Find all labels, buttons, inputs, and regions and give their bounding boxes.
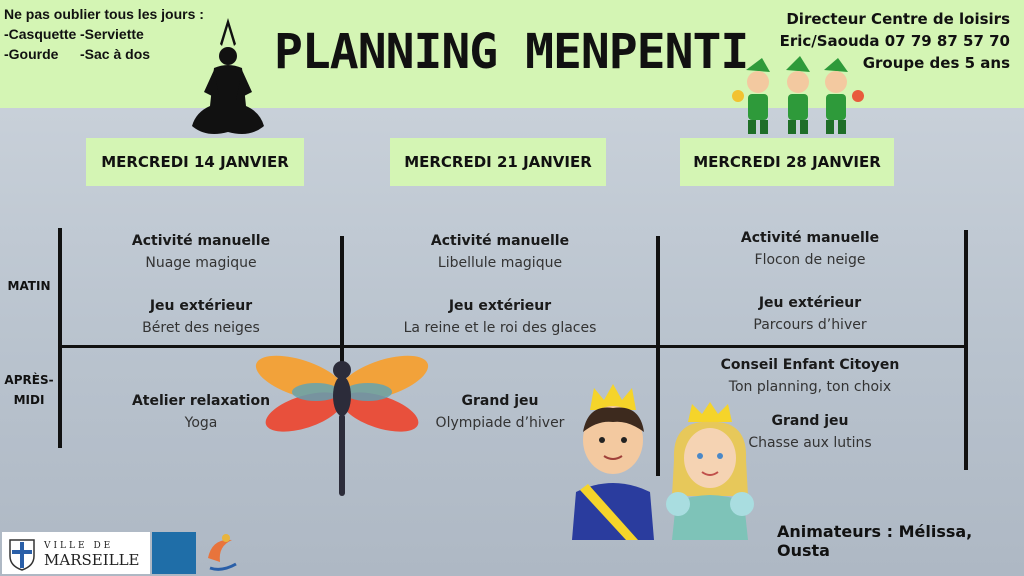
period-afternoon-line1: APRÈS- [4, 373, 54, 387]
activity-value: Chasse aux lutins [748, 435, 872, 451]
slot-day1-morning-2 [96, 295, 306, 339]
reminder-list [4, 4, 204, 64]
slot-day3-morning-1 [690, 227, 930, 271]
reminder-item: -Casquette [4, 26, 77, 42]
marseille-crest-icon [4, 534, 40, 572]
activity-value: Olympiade d’hiver [435, 415, 565, 431]
reminder-item: -Serviette [80, 26, 144, 42]
reminder-item: -Gourde [4, 46, 59, 62]
activity-title: Conseil Enfant Citoyen [720, 357, 900, 373]
activity-value: Nuage magique [145, 255, 257, 271]
logo-city-text: MARSEILLE [44, 551, 140, 569]
activity-value: Libellule magique [437, 255, 563, 271]
elves-illustration-icon [728, 56, 868, 138]
princess-illustration-icon [662, 400, 758, 540]
grid-line-right [964, 230, 968, 470]
caf-logo [152, 532, 196, 574]
activity-value: Yoga [184, 415, 218, 431]
activity-title: Activité manuelle [430, 233, 570, 249]
grid-line-horizontal [62, 345, 968, 348]
logo-ville-text: VILLE DE [44, 541, 114, 551]
slot-day2-afternoon-1 [420, 390, 580, 434]
activity-value: Béret des neiges [142, 320, 260, 336]
slot-day3-afternoon-1 [690, 354, 930, 398]
activity-title: Grand jeu [461, 393, 539, 409]
activity-title: Atelier relaxation [131, 393, 271, 409]
activity-title: Jeu extérieur [149, 298, 253, 314]
activity-title: Grand jeu [771, 413, 849, 429]
reminder-heading: Ne pas oublier tous les jours : [4, 6, 204, 22]
slot-day1-morning-1 [96, 230, 306, 274]
activity-value: Flocon de neige [754, 252, 866, 268]
reminder-item: -Sac à dos [80, 46, 151, 62]
activity-title: Activité manuelle [740, 230, 880, 246]
prince-illustration-icon [568, 380, 658, 540]
grid-line-left [58, 228, 62, 448]
activity-title: Activité manuelle [131, 233, 271, 249]
animators-label: Animateurs : Mélissa, Ousta [777, 522, 973, 560]
activity-value: Ton planning, ton choix [728, 379, 892, 395]
period-afternoon-line2: MIDI [13, 393, 45, 407]
slot-day2-morning-1 [380, 230, 620, 274]
centre-social-logo-icon [198, 528, 244, 574]
director-contact: Eric/Saouda 07 79 87 57 70 [779, 32, 1010, 50]
period-afternoon [2, 370, 56, 410]
group-label: Groupe des 5 ans [862, 54, 1010, 72]
page-title: PLANNING MENPENTI [274, 24, 749, 80]
yoga-figure-icon [190, 16, 266, 142]
date-header-3: MERCREDI 28 JANVIER [680, 138, 894, 186]
activity-value: Parcours d’hiver [753, 317, 867, 333]
activity-title: Jeu extérieur [448, 298, 552, 314]
date-header-1: MERCREDI 14 JANVIER [86, 138, 304, 186]
ville-de-marseille-logo [2, 532, 150, 574]
date-header-2: MERCREDI 21 JANVIER [390, 138, 606, 186]
dragonfly-illustration-icon [254, 350, 430, 500]
activity-value: La reine et le roi des glaces [403, 320, 597, 336]
director-role: Directeur Centre de loisirs [786, 10, 1010, 28]
period-morning: MATIN [7, 279, 51, 293]
slot-day2-morning-2 [380, 295, 620, 339]
activity-title: Jeu extérieur [758, 295, 862, 311]
slot-day3-morning-2 [690, 292, 930, 336]
